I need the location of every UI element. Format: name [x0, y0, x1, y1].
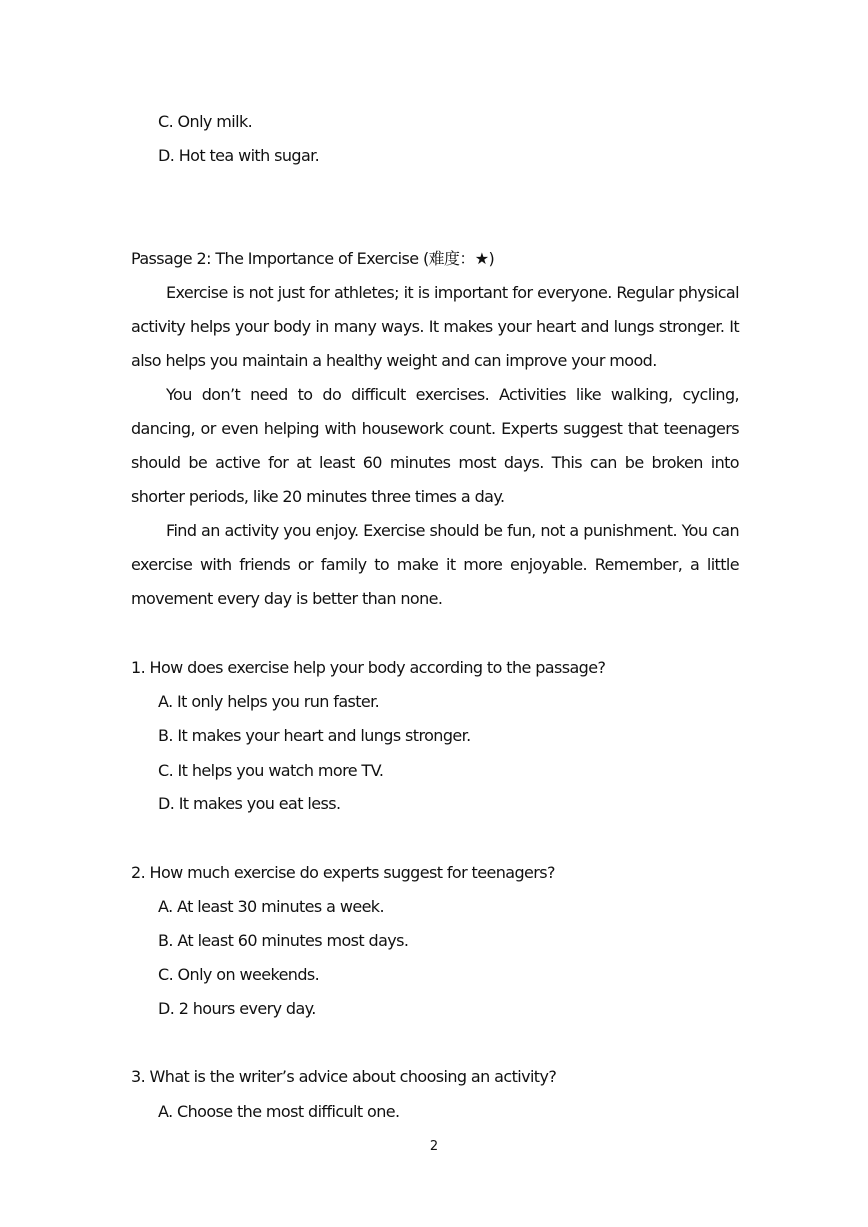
passage-paragraph-1: Exercise is not just for athletes; it is important for everyone. Regular physical activity helps your body in many ways. It makes your heart and lungs stronger. It also helps you maintain a healthy weight and can improve your mood.	[131, 283, 739, 370]
question-3: 3. What is the writer’s advice about choosing an activity?	[131, 1067, 557, 1086]
question-2: 2. How much exercise do experts suggest for teenagers?	[131, 863, 555, 882]
question-2-option-a: A. At least 30 minutes a week.	[158, 897, 384, 916]
option-d-prev: D. Hot tea with sugar.	[158, 146, 320, 165]
question-2-option-d: D. 2 hours every day.	[158, 999, 316, 1018]
question-2-option-b: B. At least 60 minutes most days.	[158, 931, 409, 950]
passage-paragraph-2: You don’t need to do difficult exercises. Activities like walking, cycling, dancing, or even helping with housework count. Experts suggest that teenagers should be active for at least 60 minutes most days. This can be broken into shorter periods, like 20 minutes three times a day.	[131, 385, 739, 506]
question-1-option-d: D. It makes you eat less.	[158, 794, 341, 813]
question-1-option-c: C. It helps you watch more TV.	[158, 761, 384, 780]
passage-heading: Passage 2: The Importance of Exercise (难度：★)	[131, 249, 495, 268]
passage-paragraph-3: Find an activity you enjoy. Exercise should be fun, not a punishment. You can exercise with friends or family to make it more enjoyable. Remember, a little movement every day is better than none.	[131, 521, 739, 608]
question-1: 1. How does exercise help your body according to the passage?	[131, 658, 606, 677]
question-1-option-b: B. It makes your heart and lungs stronger.	[158, 726, 471, 745]
page-number: 2	[429, 1139, 439, 1154]
question-1-option-a: A. It only helps you run faster.	[158, 692, 380, 711]
option-c-prev: C. Only milk.	[158, 112, 253, 131]
question-2-option-c: C. Only on weekends.	[158, 965, 320, 984]
question-3-option-a: A. Choose the most difficult one.	[158, 1102, 400, 1121]
